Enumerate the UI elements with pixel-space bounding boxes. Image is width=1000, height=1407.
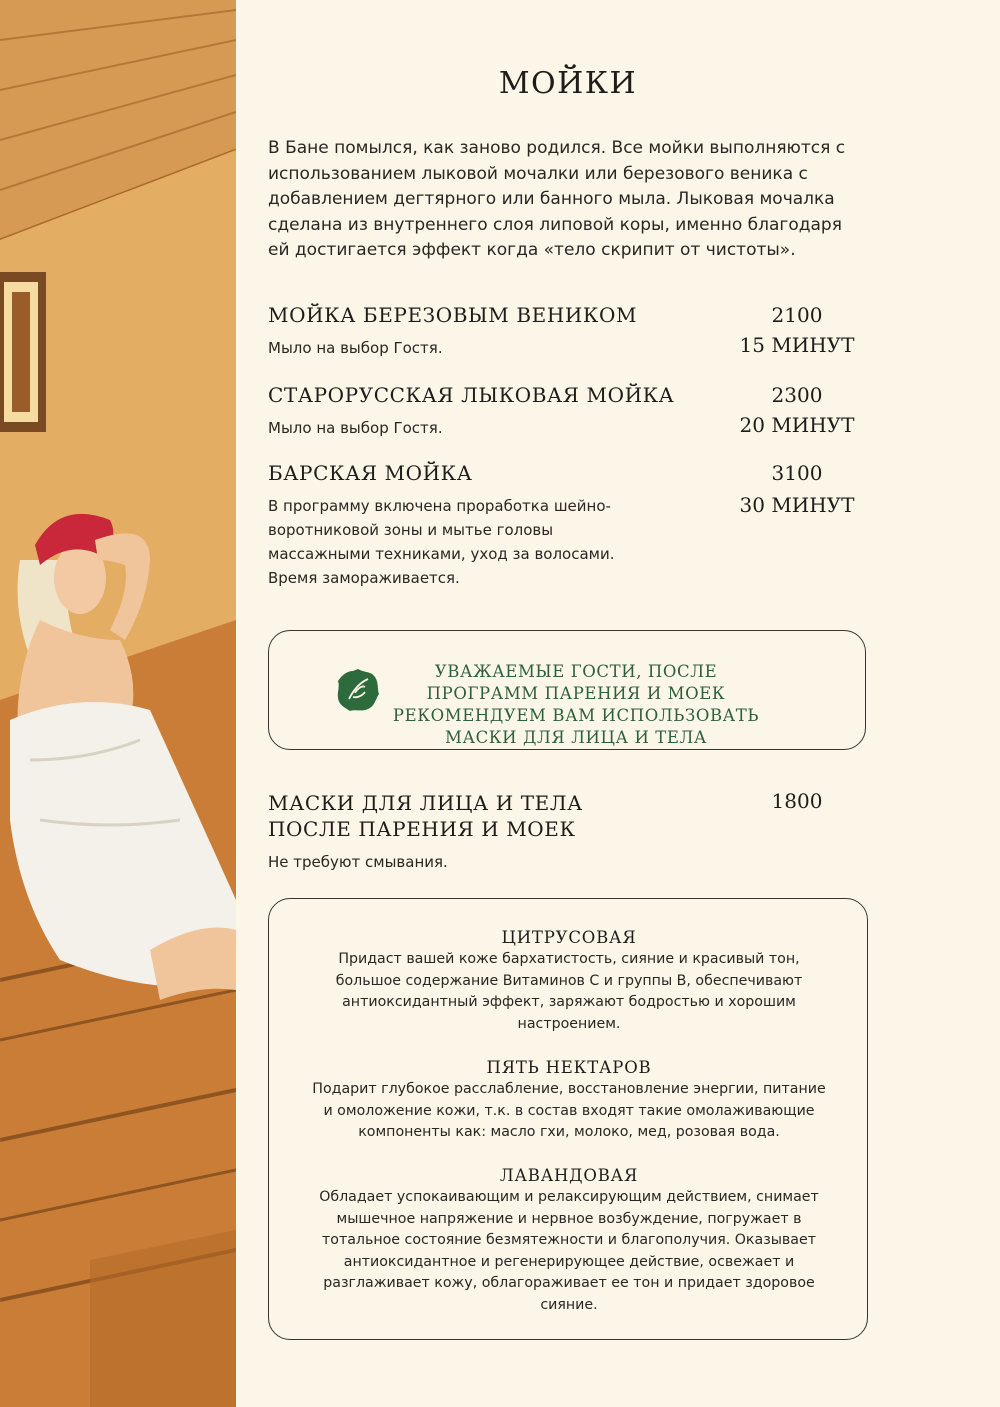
item-price: 2300 <box>771 383 823 407</box>
page-title: МОЙКИ <box>498 66 638 101</box>
mask-description: Придаст вашей коже бархатистость, сияние и красивый тон, большое содержание Витаминов С и группы В, обеспечивают антиоксидантный эффект, заряжают бодростью и хорошим настроением. <box>335 951 803 1032</box>
menu-item-birch-wash <box>268 302 908 360</box>
item-price: 1800 <box>771 789 823 813</box>
item-description: Мыло на выбор Гостя. <box>268 339 443 357</box>
item-description: Не требуют смывания. <box>268 853 448 871</box>
mask-name: ЦИТРУСОВАЯ <box>501 928 637 947</box>
mask-five-nectars <box>269 1057 869 1144</box>
item-name: СТАРОРУССКАЯ ЛЫКОВАЯ МОЙКА <box>268 383 675 407</box>
item-name: БАРСКАЯ МОЙКА <box>268 461 473 485</box>
menu-item-masks <box>268 790 908 874</box>
item-price: 3100 <box>771 461 823 485</box>
item-name: МАСКИ ДЛЯ ЛИЦА И ТЕЛА ПОСЛЕ ПАРЕНИЯ И МОЕК <box>268 791 583 841</box>
mask-citrus <box>269 927 869 1035</box>
sauna-illustration <box>0 0 236 1407</box>
item-description: В программу включена проработка шейно-воротниковой зоны и мытье головы массажными техниками, уход за волосами. Время замораживается. <box>268 497 615 587</box>
item-duration: 20 МИНУТ <box>739 413 855 437</box>
leaf-logo-icon <box>335 667 381 713</box>
item-name: МОЙКА БЕРЕЗОВЫМ ВЕНИКОМ <box>268 303 638 327</box>
sauna-painting <box>0 0 236 1407</box>
mask-description: Подарит глубокое расслабление, восстановление энергии, питание и омоложение кожи, т.к. в состав входят такие омолаживающие компоненты как: масло гхи, молоко, мед, розовая вода. <box>312 1081 826 1140</box>
menu-item-bast-wash <box>268 382 908 440</box>
notice-text: УВАЖАЕМЫЕ ГОСТИ, ПОСЛЕ ПРОГРАММ ПАРЕНИЯ И МОЕК РЕКОМЕНДУЕМ ВАМ ИСПОЛЬЗОВАТЬ МАСКИ ДЛЯ ЛИЦА И ТЕЛА <box>392 662 760 747</box>
notice-box <box>268 630 866 750</box>
mask-description: Обладает успокаивающим и релаксирующим действием, снимает мышечное напряжение и нервное возбуждение, погружает в тотальное состояние безмятежности и благополучия. Оказывает антиоксидантное и регенерирующее действие, освежает и разглаживает кожу, облагораживает ее тон и придает здоровое сияние. <box>319 1189 819 1313</box>
mask-name: ЛАВАНДОВАЯ <box>499 1166 639 1185</box>
menu-item-barskaya-wash <box>268 460 908 590</box>
intro-text: В Бане помылся, как заново родился. Все мойки выполняются с использованием лыковой мочалки или березового веника с добавлением дегтярного или банного мыла. Лыковая мочалка сделана из внутреннего слоя липовой коры, именно благодаря ей достигается эффект когда «тело скрипит от чистоты». <box>268 138 846 260</box>
item-duration: 15 МИНУТ <box>739 333 855 357</box>
masks-box <box>268 898 868 1340</box>
item-duration: 30 МИНУТ <box>739 493 855 517</box>
mask-name: ПЯТЬ НЕКТАРОВ <box>486 1058 652 1077</box>
mask-lavender <box>269 1165 869 1316</box>
item-price: 2100 <box>771 303 823 327</box>
item-description: Мыло на выбор Гостя. <box>268 419 443 437</box>
